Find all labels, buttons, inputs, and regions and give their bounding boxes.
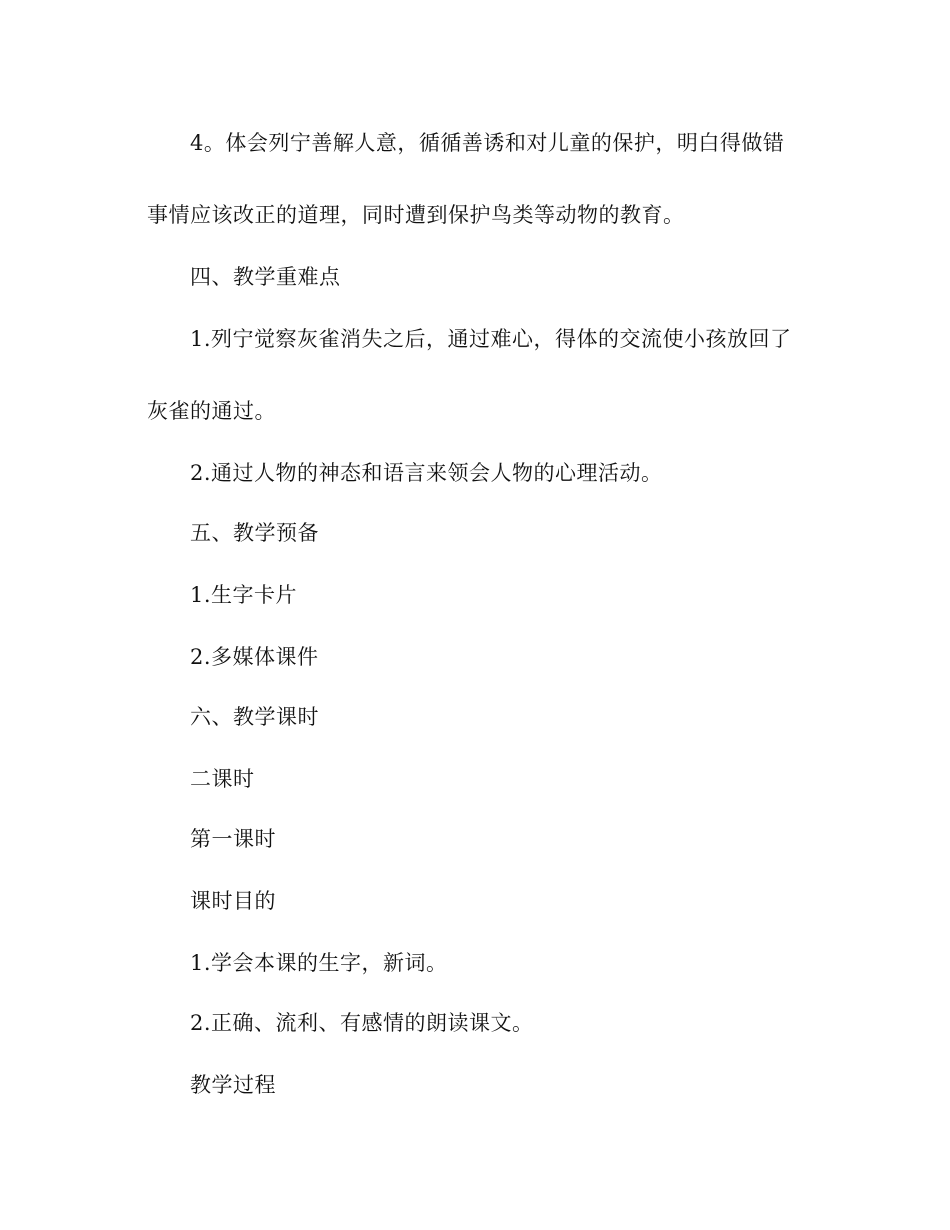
subheading-lesson-goals: 课时目的: [190, 889, 276, 913]
paragraph-line-key-point-1-cont: 灰雀的通过。: [147, 399, 276, 423]
paragraph-line-key-point-1: 1.列宁觉察灰雀消失之后，通过难心，得体的交流使小孩放回了: [190, 327, 792, 351]
paragraph-line-goal-4: 4。体会列宁善解人意，循循善诱和对儿童的保护，明白得做错: [190, 131, 785, 155]
paragraph-line-key-point-2: 2.通过人物的神态和语言来领会人物的心理活动。: [190, 461, 663, 485]
subheading-first-lesson: 第一课时: [190, 827, 276, 851]
section-heading-class-hours: 六、教学课时: [190, 705, 319, 729]
section-heading-key-points: 四、教学重难点: [190, 265, 341, 289]
list-item-learn-words: 1.学会本课的生字，新词。: [190, 951, 448, 975]
list-item-multimedia: 2.多媒体课件: [190, 645, 319, 669]
list-item-read-aloud: 2.正确、流利、有感情的朗读课文。: [190, 1011, 534, 1035]
section-heading-preparation: 五、教学预备: [190, 521, 319, 545]
paragraph-line-goal-4-cont: 事情应该改正的道理，同时遭到保护鸟类等动物的教育。: [147, 203, 685, 227]
paragraph-two-lessons: 二课时: [190, 767, 255, 791]
list-item-flash-cards: 1.生字卡片: [190, 583, 298, 607]
subheading-teaching-process: 教学过程: [190, 1073, 276, 1097]
